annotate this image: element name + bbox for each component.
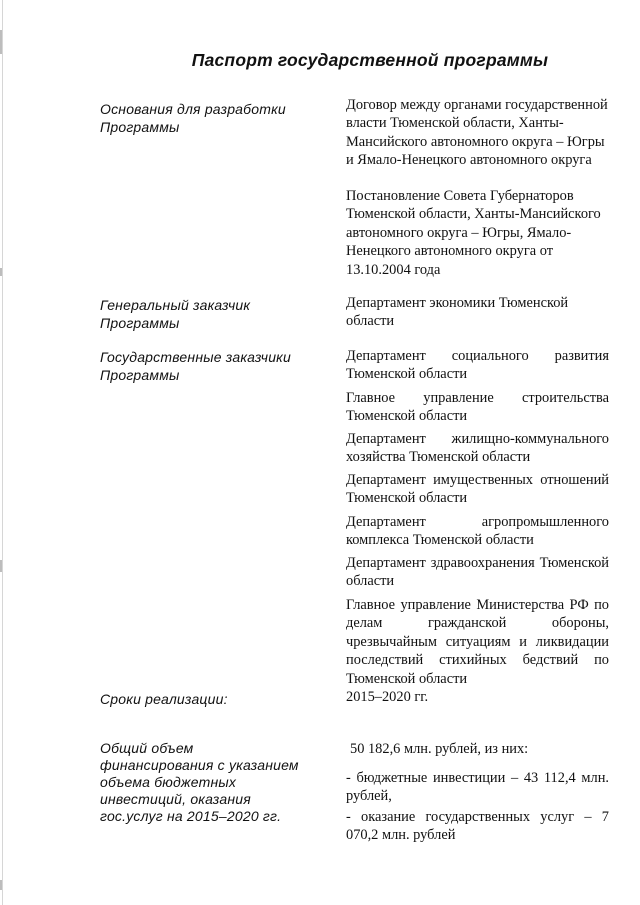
label-basis: Основания для разработки Программы — [100, 101, 286, 135]
value-state-customer-construction: Главное управление строительства Тюменской области — [346, 390, 609, 425]
label-funding: Общий объем финансирования с указанием объема бюджетных инвестиций, оказания гос.услуг на 2015–2020 гг. — [100, 740, 299, 824]
value-state-customer-emergency: Главное управление Министерства РФ по делам гражданской обороны, чрезвычайным ситуациям и ликвидации последствий стихийных бедствий по Тюменской области — [346, 597, 609, 687]
value-state-customer-social: Департамент социального развития Тюменской области — [346, 348, 609, 383]
page-edge-mark — [0, 268, 2, 276]
label-state-customers: Государственные заказчики Программы — [100, 349, 291, 383]
value-state-customer-health: Департамент здравоохранения Тюменской области — [346, 555, 609, 590]
document-title: Паспорт государственной программы — [191, 50, 549, 70]
value-basis-treaty: Договор между органами государственной власти Тюменской области, Ханты-Мансийского автономного округа – Югры и Ямало-Ненецкого автономного округа — [346, 97, 608, 169]
value-state-customer-property: Департамент имущественных отношений Тюменской области — [346, 472, 609, 507]
value-funding-total: 50 182,6 млн. рублей, из них: — [350, 741, 529, 757]
value-state-customer-housing: Департамент жилищно-коммунального хозяйства Тюменской области — [346, 431, 609, 466]
label-period: Сроки реализации: — [100, 691, 228, 707]
value-state-customer-agro: Департамент агропромышленного комплекса Тюменской области — [346, 514, 609, 549]
page-edge-line — [2, 0, 3, 905]
value-funding-investments: - бюджетные инвестиции – 43 112,4 млн. рублей, — [346, 770, 609, 805]
value-general-customer: Департамент экономики Тюменской области — [346, 295, 569, 330]
page-edge-mark — [0, 880, 2, 890]
page-edge-mark — [0, 560, 2, 572]
value-period: 2015–2020 гг. — [346, 689, 429, 705]
value-basis-resolution: Постановление Совета Губернаторов Тюменской области, Ханты-Мансийского автономного округа – Югры, Ямало-Ненецкого автономного округа от 13.10.2004 года — [346, 188, 601, 278]
value-funding-services: - оказание государственных услуг – 7 070,2 млн. рублей — [346, 809, 609, 844]
label-general-customer: Генеральный заказчик Программы — [100, 297, 251, 331]
